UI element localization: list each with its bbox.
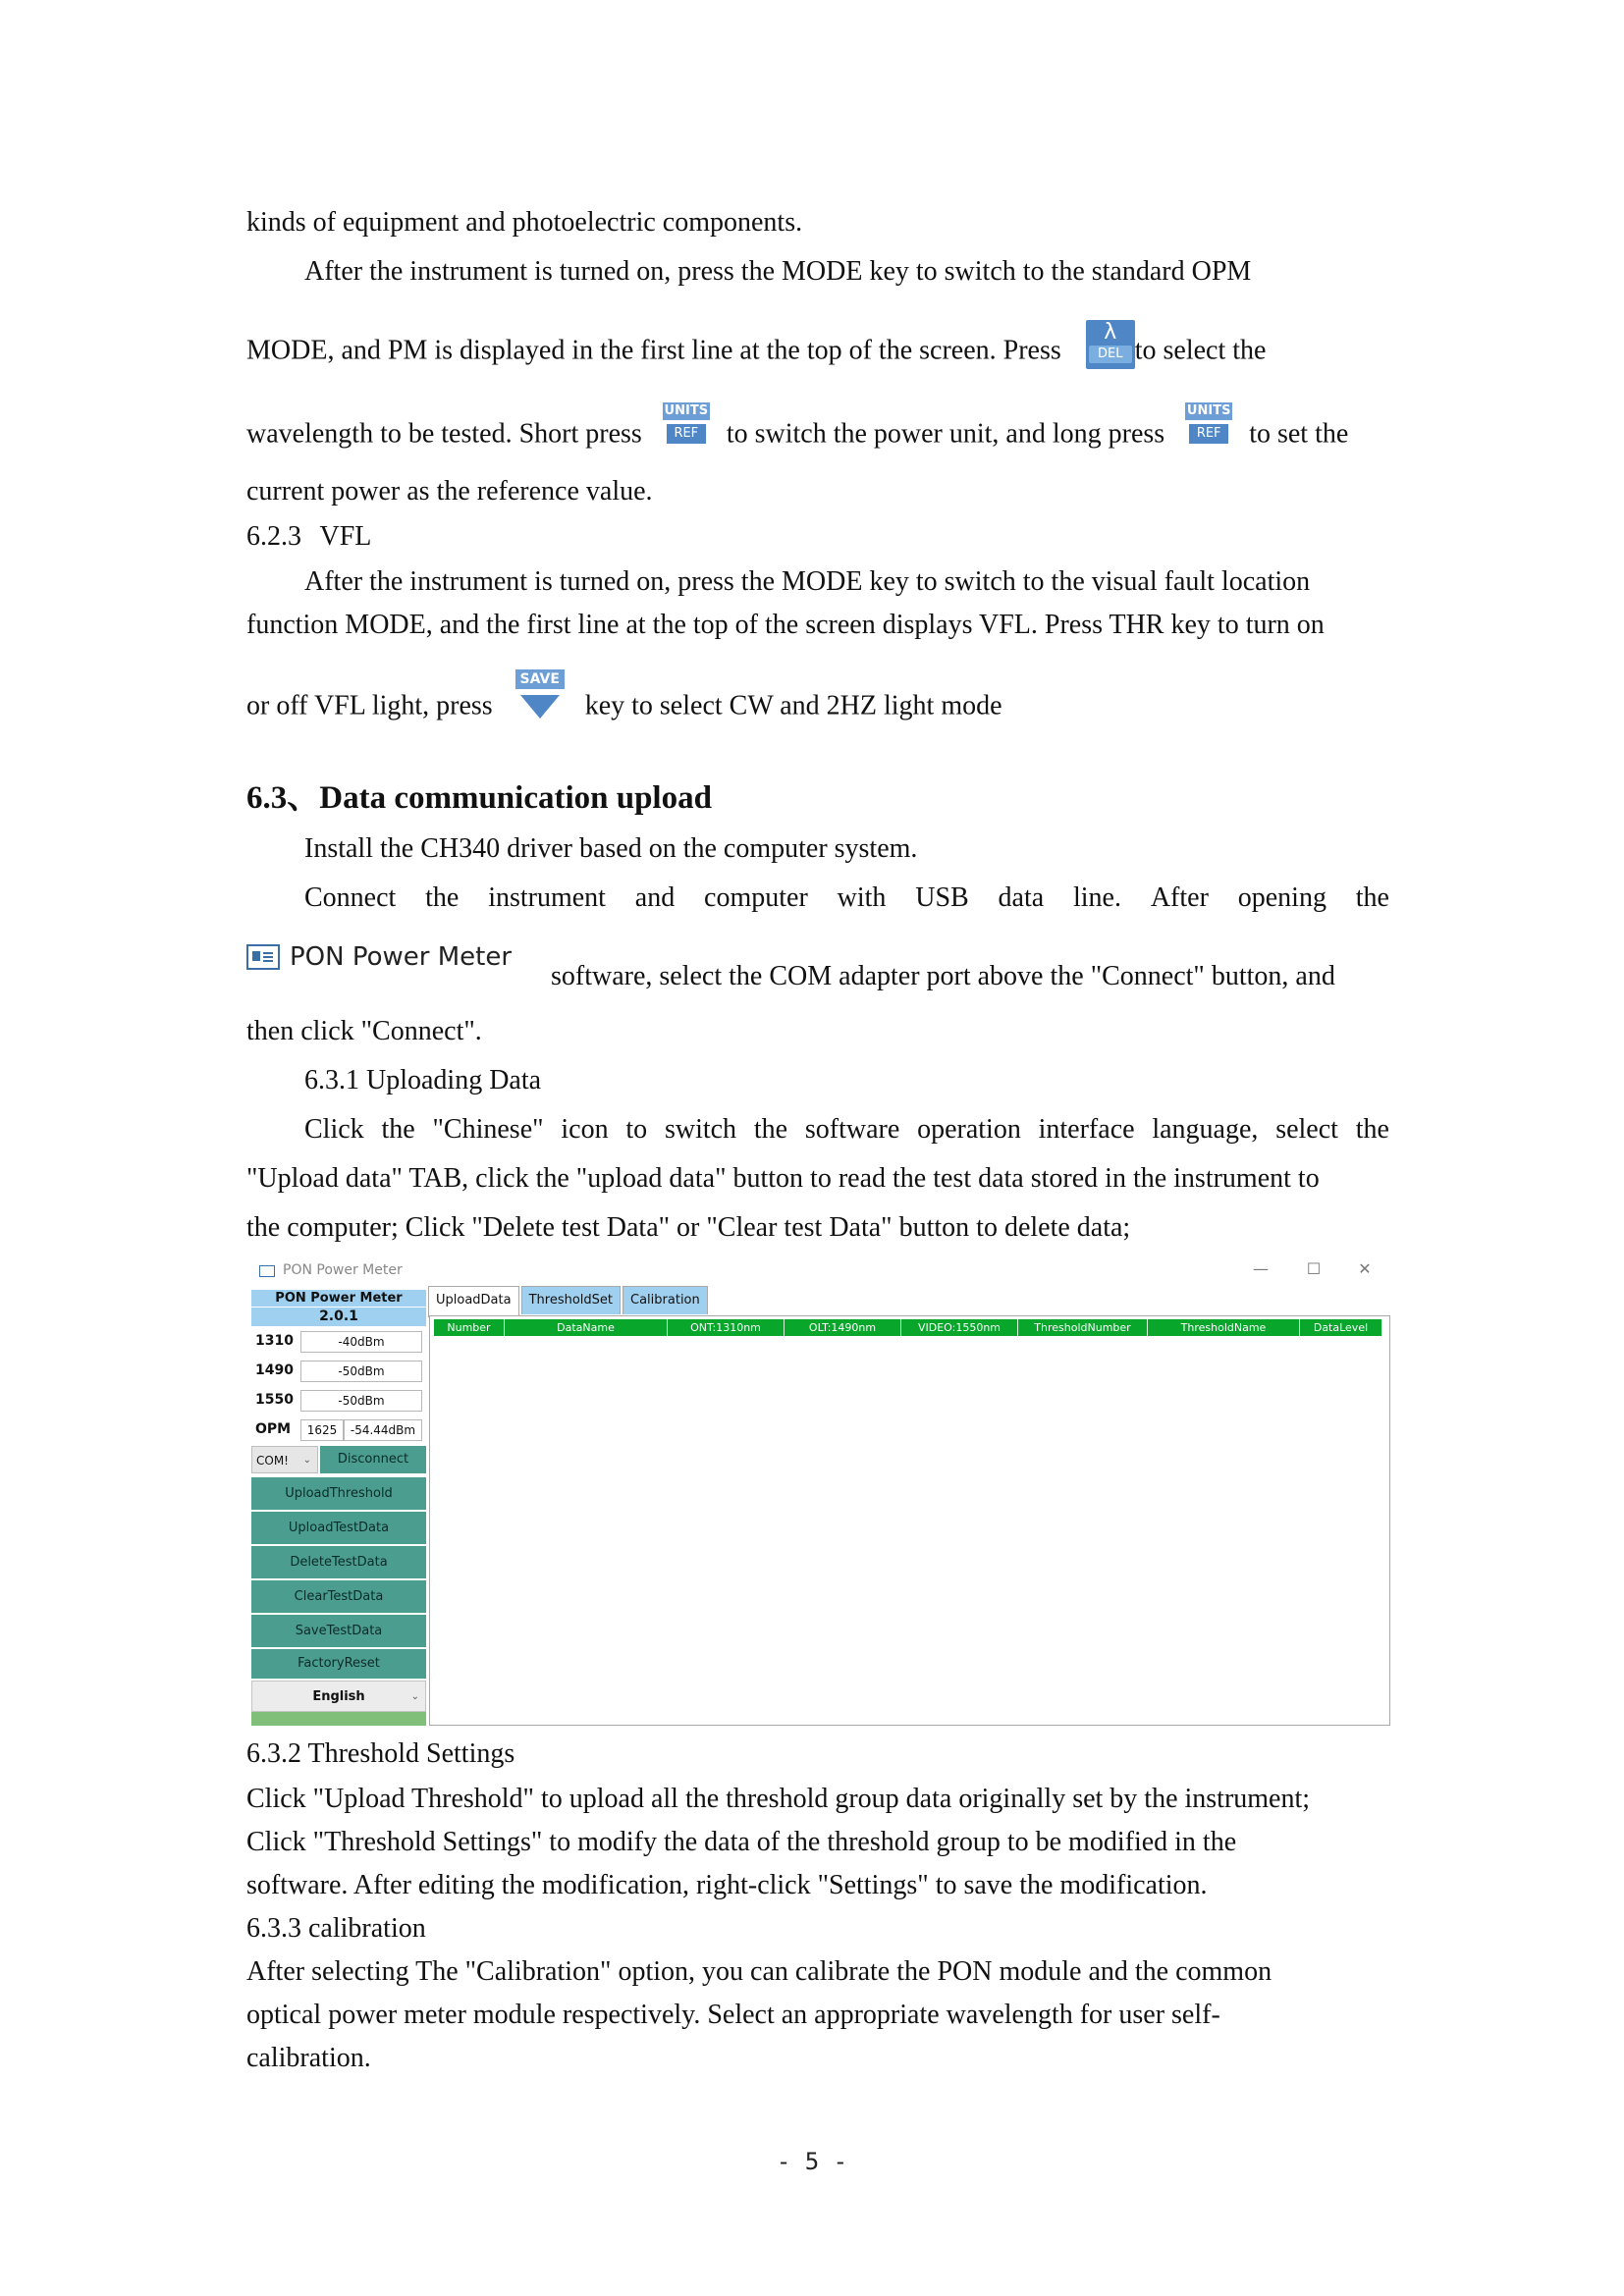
word: instrument	[488, 882, 606, 913]
lambda-del-key-icon	[1086, 320, 1135, 369]
app-label	[246, 940, 512, 974]
word: computer	[704, 882, 808, 913]
disconnect-button[interactable]: Disconnect	[320, 1446, 426, 1473]
app-name-image	[246, 940, 512, 979]
reading-row	[251, 1356, 426, 1385]
delete-test-data-button[interactable]: DeleteTestData	[251, 1546, 426, 1578]
word: line.	[1073, 882, 1121, 913]
chevron-down-icon: ⌄	[410, 1691, 419, 1702]
text-fragment: to select the	[1134, 335, 1267, 366]
paragraph-line	[246, 671, 1002, 734]
paragraph-line: current power as the reference value.	[246, 476, 653, 507]
column-header[interactable]: DataLevel	[1300, 1319, 1382, 1336]
paragraph-line: software, select the COM adapter port above the "Connect" button, and	[551, 961, 1335, 991]
save-label: SAVE	[515, 669, 565, 689]
column-header[interactable]: OLT:1490nm	[785, 1319, 901, 1336]
opm-label: OPM	[255, 1421, 292, 1437]
save-test-data-button[interactable]: SaveTestData	[251, 1615, 426, 1647]
paragraph-line: Click "Upload Threshold" to upload all the threshold group data originally set by the instrument;	[246, 1784, 1311, 1814]
opm-power-field: -54.44dBm	[344, 1419, 422, 1441]
panel-title: PON Power Meter	[251, 1290, 426, 1307]
subsection-heading: 6.2.3 VFL	[246, 521, 372, 552]
window-titlebar	[249, 1256, 1390, 1286]
paragraph-line: After the instrument is turned on, press the MODE key to switch to the visual fault location	[304, 566, 1311, 597]
subsection-heading: 6.3.2 Threshold Settings	[246, 1738, 515, 1769]
units-label: UNITS	[664, 403, 709, 418]
paragraph-line: "Upload data" TAB, click the "upload data" button to read the test data stored in the instrument to	[246, 1163, 1320, 1194]
units-label: UNITS	[1186, 403, 1231, 418]
power-value-field: -50dBm	[300, 1361, 422, 1382]
paragraph-line: Click "Threshold Settings" to modify the data of the threshold group to be modified in the	[246, 1827, 1237, 1857]
del-label: DEL	[1089, 346, 1132, 363]
lambda-symbol: λ	[1104, 320, 1117, 345]
paragraph-line: then click "Connect".	[246, 1016, 482, 1046]
word: the	[381, 1114, 415, 1145]
column-header[interactable]: ThresholdName	[1148, 1319, 1300, 1336]
word: software	[804, 1114, 900, 1145]
chevron-down-icon: ⌄	[302, 1455, 311, 1466]
subsection-heading: 6.3.3 calibration	[246, 1913, 426, 1944]
column-header[interactable]: VIDEO:1550nm	[901, 1319, 1018, 1336]
ref-label: REF	[667, 424, 706, 444]
app-screenshot	[249, 1256, 1390, 1726]
section-heading: 6.3、Data communication upload	[246, 780, 712, 816]
word: and	[634, 882, 676, 913]
language-value: English	[312, 1689, 365, 1704]
column-header[interactable]: DataName	[505, 1319, 668, 1336]
left-control-panel	[251, 1290, 426, 1726]
paragraph-line: Install the CH340 driver based on the computer system.	[304, 833, 918, 864]
text-fragment: wavelength to be tested. Short press	[246, 418, 642, 450]
word: icon	[561, 1114, 609, 1145]
wavelength-label: 1550	[255, 1392, 294, 1408]
upload-test-data-button[interactable]: UploadTestData	[251, 1512, 426, 1544]
text-fragment: to set the	[1249, 418, 1349, 450]
grid-header	[434, 1319, 1382, 1336]
paragraph-line: After the instrument is turned on, press the MODE key to switch to the standard OPM	[304, 256, 1252, 287]
word: to	[625, 1114, 648, 1145]
word: interface	[1038, 1114, 1135, 1145]
clear-test-data-button[interactable]: ClearTestData	[251, 1580, 426, 1613]
com-row	[251, 1446, 426, 1475]
paragraph-line: software. After editing the modification, right-click "Settings" to save the modification.	[246, 1870, 1208, 1900]
text-fragment: key to select CW and 2HZ light mode	[584, 690, 1002, 721]
column-header[interactable]: ONT:1310nm	[668, 1319, 785, 1336]
window-app-icon	[246, 944, 280, 970]
subsection-heading: 6.3.1 Uploading Data	[304, 1065, 542, 1095]
tab-threshold-set[interactable]: ThresholdSet	[521, 1286, 621, 1314]
maximize-button[interactable]: ☐	[1306, 1259, 1322, 1278]
reading-row	[251, 1385, 426, 1415]
opm-row	[251, 1415, 426, 1444]
word: the	[425, 882, 460, 913]
app-label-text: PON Power Meter	[290, 942, 513, 972]
word: opening	[1237, 882, 1326, 913]
tab-bar	[428, 1286, 710, 1315]
units-ref-key-icon	[1185, 402, 1232, 450]
minimize-button[interactable]: —	[1253, 1259, 1269, 1278]
ref-label: REF	[1189, 424, 1228, 444]
paragraph-line-justified	[304, 881, 1389, 915]
window-title: PON Power Meter	[283, 1262, 403, 1278]
word: language,	[1152, 1114, 1259, 1145]
word: with	[837, 882, 887, 913]
paragraph-line: function MODE, and the first line at the top of the screen displays VFL. Press THR key to turn on	[246, 610, 1325, 640]
reading-row	[251, 1326, 426, 1356]
word: "Chinese"	[432, 1114, 544, 1145]
upload-threshold-button[interactable]: UploadThreshold	[251, 1477, 426, 1510]
save-key-icon	[515, 669, 565, 722]
status-strip	[251, 1712, 426, 1726]
word: data	[998, 882, 1045, 913]
tab-upload-data[interactable]: UploadData	[428, 1286, 519, 1317]
text-fragment: or off VFL light, press	[246, 690, 493, 721]
paragraph-line: kinds of equipment and photoelectric components.	[246, 207, 803, 238]
paragraph-line-justified	[304, 1113, 1389, 1147]
paragraph-line: After selecting The "Calibration" option, you can calibrate the PON module and the common	[246, 1956, 1272, 1987]
word: operation	[917, 1114, 1021, 1145]
word: switch	[664, 1114, 737, 1145]
page-number: - 5 -	[776, 2148, 848, 2175]
word: Click	[304, 1114, 364, 1145]
word: After	[1150, 882, 1209, 913]
language-select[interactable]	[251, 1681, 426, 1712]
window-app-icon	[259, 1265, 275, 1277]
word: Connect	[304, 882, 397, 913]
com-port-value: COM!	[256, 1454, 289, 1468]
close-button[interactable]: ✕	[1358, 1259, 1372, 1278]
paragraph-line: optical power meter module respectively. Select an appropriate wavelength for user self-	[246, 2000, 1220, 2030]
wavelength-label: 1490	[255, 1362, 294, 1378]
data-grid[interactable]	[429, 1315, 1390, 1726]
text-fragment: to switch the power unit, and long press	[726, 418, 1165, 450]
word: USB	[915, 882, 969, 913]
paragraph-line: calibration.	[246, 2043, 371, 2073]
opm-wavelength-field: 1625	[300, 1419, 344, 1441]
paragraph-line	[246, 320, 1267, 377]
column-header[interactable]: Number	[434, 1319, 505, 1336]
version-label: 2.0.1	[251, 1308, 426, 1326]
com-port-select[interactable]	[251, 1446, 318, 1473]
word: the	[753, 1114, 788, 1145]
wavelength-label: 1310	[255, 1333, 294, 1349]
tab-calibration[interactable]: Calibration	[623, 1286, 708, 1314]
down-arrow-icon	[520, 695, 560, 719]
factory-reset-button[interactable]: FactoryReset	[251, 1649, 426, 1679]
power-value-field: -40dBm	[300, 1331, 422, 1353]
word: the	[1355, 1114, 1389, 1145]
word: select	[1275, 1114, 1338, 1145]
column-header[interactable]: ThresholdNumber	[1018, 1319, 1148, 1336]
paragraph-line: the computer; Click "Delete test Data" or "Clear test Data" button to delete data;	[246, 1212, 1131, 1243]
word: the	[1355, 882, 1389, 913]
paragraph-line	[246, 403, 1349, 459]
power-value-field: -50dBm	[300, 1390, 422, 1412]
units-ref-key-icon	[663, 402, 710, 450]
text-fragment: MODE, and PM is displayed in the first line at the top of the screen. Press	[246, 335, 1061, 366]
